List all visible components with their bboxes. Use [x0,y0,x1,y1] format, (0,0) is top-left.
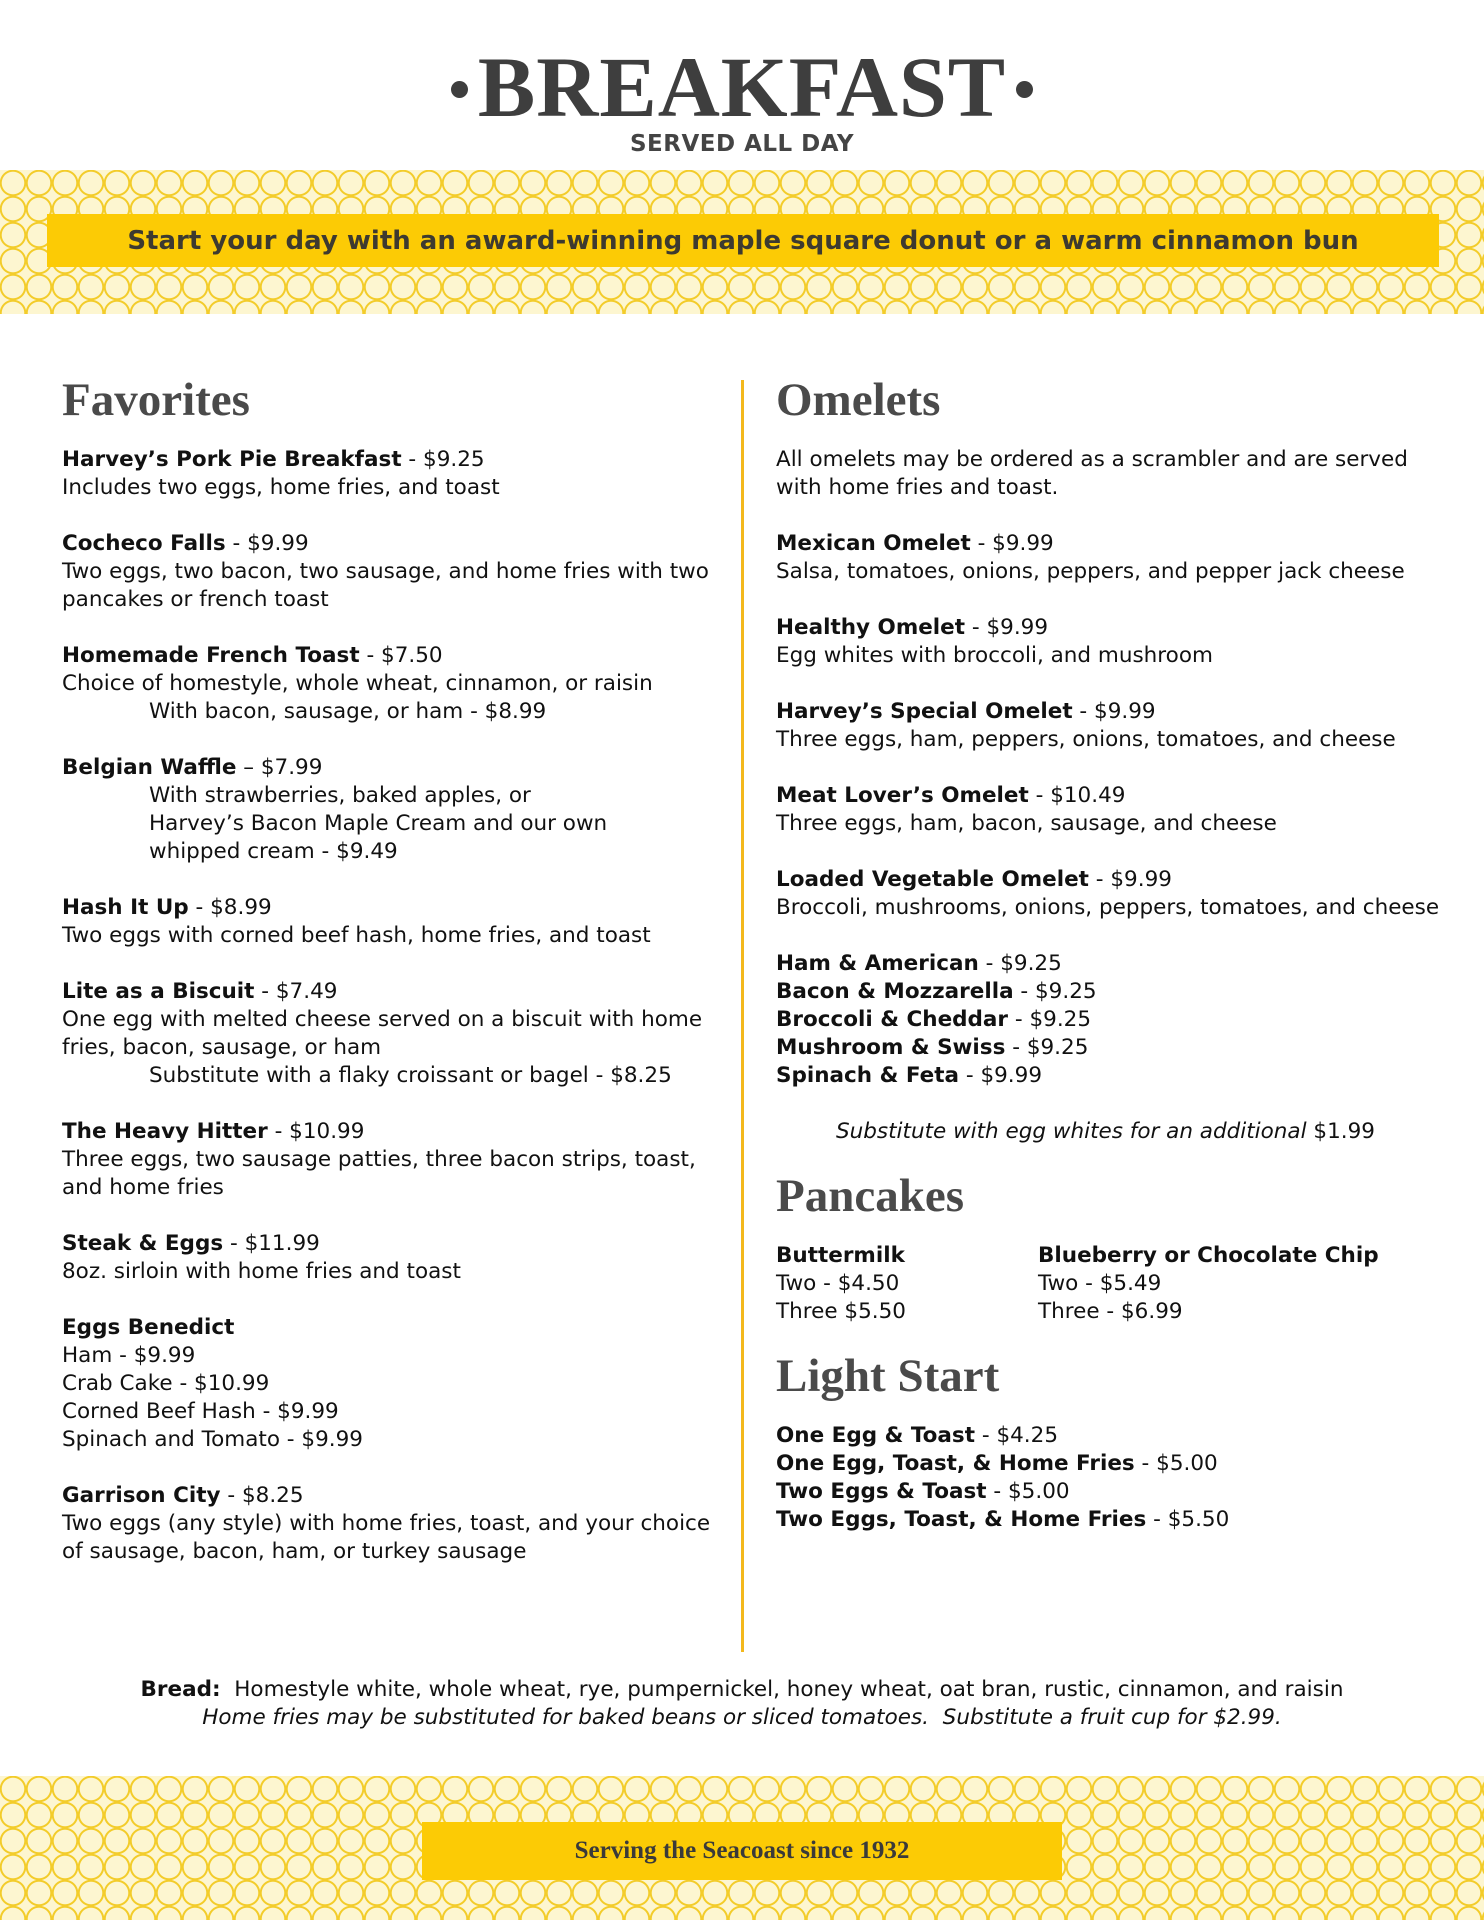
pancake-column [776,1242,1038,1326]
menu-item [62,1314,722,1454]
item-desc: Two eggs (any style) with home fries, toast, and your choice of sausage, bacon, ham, or turkey sausage [62,1511,711,1564]
item-name: Lite as a Biscuit [62,979,255,1004]
item-price: - $11.99 [223,1231,320,1256]
footer-slogan: Serving the Seacoast since 1932 [422,1822,1062,1880]
item-price: - $9.99 [225,531,309,556]
item-desc: Three eggs, ham, peppers, onions, tomatoes, and cheese [776,727,1396,752]
note-text: Substitute with egg whites for an additional [836,1119,1307,1144]
item-variant: Two - $4.50 [776,1271,900,1296]
bread-note [0,1676,1484,1732]
menu-item [62,894,722,950]
menu-item [62,530,722,614]
item-price: - $9.25 [978,951,1062,976]
menu-item [776,698,1466,754]
item-desc: Three eggs, two sausage patties, three bacon strips, toast, and home fries [62,1147,696,1200]
item-price: – $7.99 [236,755,323,780]
item-price: - $9.99 [965,615,1049,640]
menu-item [62,1118,722,1202]
menu-item [776,614,1466,670]
item-name: Hash It Up [62,895,189,920]
bullet-dot-icon [1016,81,1033,98]
item-name: Belgian Waffle [62,755,237,780]
item-option: Substitute with a flaky croissant or bagel - $8.25 [149,1063,672,1088]
section-heading-pancakes: Pancakes [776,1170,964,1222]
item-desc: Choice of homestyle, whole wheat, cinnamon, or raisin [62,671,653,696]
item-price: - $9.25 [1005,1035,1089,1060]
item-desc: Broccoli, mushrooms, onions, peppers, tomatoes, and cheese [776,895,1440,920]
item-name: Mushroom & Swiss [776,1035,1006,1060]
menu-item [62,978,722,1090]
item-price: - $9.99 [970,531,1054,556]
item-name: Buttermilk [776,1243,905,1268]
pancakes-table [776,1242,1466,1326]
section-heading-favorites: Favorites [62,374,250,426]
tagline-banner: Start your day with an award-winning maple square donut or a warm cinnamon bun [47,214,1439,267]
section-heading-light-start: Light Start [776,1350,1000,1402]
item-price: - $9.99 [1088,867,1172,892]
item-name: Eggs Benedict [62,1315,235,1340]
item-name: Blueberry or Chocolate Chip [1038,1243,1379,1268]
item-price: - $5.00 [986,1479,1070,1504]
item-price: - $9.25 [401,447,485,472]
item-option: With strawberries, baked apples, or Harvey’s Bacon Maple Cream and our own whipped cream - $9.49 [149,783,608,864]
right-column [776,370,1466,1534]
item-price: - $10.49 [1028,783,1126,808]
item-price: - $9.25 [1013,979,1097,1004]
item-price: - $8.25 [220,1483,304,1508]
item-name: Harvey’s Special Omelet [776,699,1073,724]
item-desc: Two eggs with corned beef hash, home fries, and toast [62,923,651,948]
light-start-list [776,1422,1466,1534]
item-price: - $9.99 [959,1063,1042,1088]
item-desc: 8oz. sirloin with home fries and toast [62,1259,461,1284]
item-name: One Egg & Toast [776,1423,976,1448]
menu-item [62,1482,722,1566]
item-name: Healthy Omelet [776,615,966,640]
menu-title-wrap [0,39,1484,135]
item-desc: Two eggs, two bacon, two sausage, and home fries with two pancakes or french toast [62,559,709,612]
item-option: With bacon, sausage, or ham - $8.99 [149,699,547,724]
menu-item [62,754,722,866]
item-price: - $5.00 [1134,1451,1218,1476]
item-desc: Salsa, tomatoes, onions, peppers, and pepper jack cheese [776,559,1405,584]
item-variant: Ham - $9.99 [62,1343,196,1368]
item-name: The Heavy Hitter [62,1119,268,1144]
item-price: - $8.99 [188,895,272,920]
item-variant: Crab Cake - $10.99 [62,1371,270,1396]
bread-label: Bread: [140,1677,221,1702]
menu-title-text: BREAKFAST [477,39,1007,135]
item-price: - $9.99 [1072,699,1156,724]
item-variant: Corned Beef Hash - $9.99 [62,1399,339,1424]
item-desc: Egg whites with broccoli, and mushroom [776,643,1213,668]
item-price: - $10.99 [267,1119,365,1144]
item-name: Homemade French Toast [62,643,360,668]
item-name: One Egg, Toast, & Home Fries [776,1451,1135,1476]
menu-item [62,642,722,726]
item-name: Bacon & Mozzarella [776,979,1014,1004]
item-name: Garrison City [62,1483,221,1508]
omelets-intro: All omelets may be ordered as a scrambler and are served with home fries and toast. [776,447,1408,500]
item-desc: One egg with melted cheese served on a biscuit with home fries, bacon, sausage, or ham [62,1007,703,1060]
favorites-section [62,370,722,1566]
item-name: Broccoli & Cheddar [776,1007,1009,1032]
omelet-combos [776,950,1466,1090]
note-price: $1.99 [1306,1119,1375,1144]
item-name: Two Eggs, Toast, & Home Fries [776,1507,1147,1532]
item-price: - $7.50 [359,643,443,668]
item-desc: Includes two eggs, home fries, and toast [62,475,500,500]
menu-item [62,1230,722,1286]
pancake-column [1038,1242,1418,1326]
item-price: - $7.49 [254,979,338,1004]
item-name: Meat Lover’s Omelet [776,783,1029,808]
item-variant: Spinach and Tomato - $9.99 [62,1427,363,1452]
item-variant: Three - $6.99 [1038,1299,1183,1324]
menu-item [62,446,722,502]
item-name: Steak & Eggs [62,1231,224,1256]
menu-subtitle: SERVED ALL DAY [629,131,855,157]
bread-options: Homestyle white, whole wheat, rye, pumpernickel, honey wheat, oat bran, rustic, cinnamon, and raisin [220,1677,1344,1702]
item-name: Two Eggs & Toast [776,1479,987,1504]
item-name: Loaded Vegetable Omelet [776,867,1089,892]
menu-item [776,782,1466,838]
item-name: Harvey’s Pork Pie Breakfast [62,447,402,472]
item-price: - $5.50 [1146,1507,1230,1532]
item-variant: Two - $5.49 [1038,1271,1162,1296]
egg-white-note [776,1118,1466,1146]
item-name: Spinach & Feta [776,1063,960,1088]
menu-item [776,530,1466,586]
substitution-note: Home fries may be substituted for baked beans or sliced tomatoes. Substitute a fruit cup for $2.99. [202,1705,1282,1730]
item-name: Ham & American [776,951,979,976]
item-variant: Three $5.50 [776,1299,906,1324]
item-name: Cocheco Falls [62,531,226,556]
item-price: - $9.25 [1008,1007,1092,1032]
section-heading-omelets: Omelets [776,374,941,426]
bullet-dot-icon [451,81,468,98]
item-name: Mexican Omelet [776,531,971,556]
column-divider [741,380,744,1652]
menu-item [776,866,1466,922]
menu-title [441,39,1043,135]
item-price: - $4.25 [975,1423,1058,1448]
item-desc: Three eggs, ham, bacon, sausage, and cheese [776,811,1277,836]
